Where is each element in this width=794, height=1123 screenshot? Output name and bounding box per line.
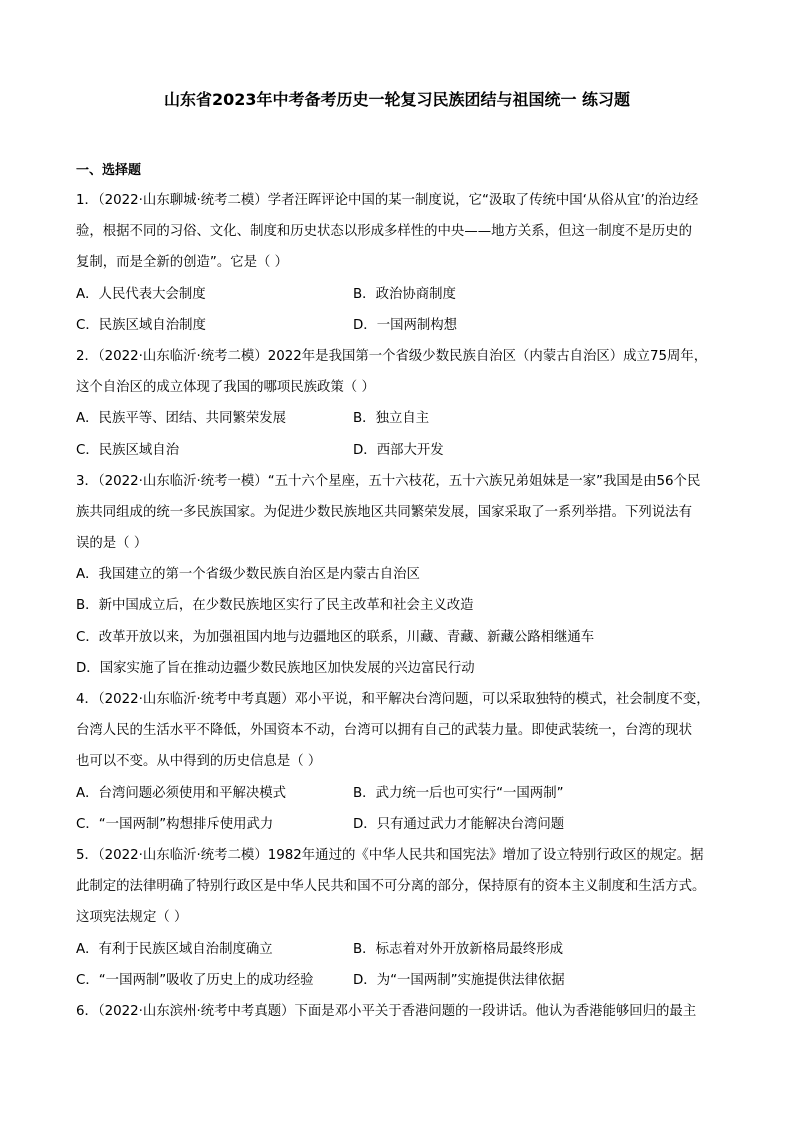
document-title: 山东省2023年中考备考历史一轮复习民族团结与祖国统一 练习题 (163, 90, 631, 109)
question-1 (76, 185, 718, 341)
question-text-line: 5．（2022·山东临沂·统考二模）1982年通过的《中华人民共和国宪法》增加了设立特别行政区的规定。据 (76, 847, 704, 863)
option-row (76, 403, 718, 434)
question-text-line: 2．（2022·山东临沂·统考二模）2022年是我国第一个省级少数民族自治区（内蒙古自治区）成立75周年， (76, 348, 708, 364)
option-d: D．西部大开发 (353, 442, 444, 458)
option-b: B．新中国成立后，在少数民族地区实行了民主改革和社会主义改造 (76, 598, 474, 614)
question-text-line: 这个自治区的成立体现了我国的哪项民族政策（ ） (76, 380, 375, 396)
option-a: A．有利于民族区域自治制度确立 (76, 941, 273, 957)
option-c: C．“一国两制”构想排斥使用武力 (76, 816, 274, 832)
option-d: D．国家实施了旨在推动边疆少数民族地区加快发展的兴边富民行动 (76, 660, 475, 676)
question-text-line: 3．（2022·山东临沂·统考一模）“五十六个星座，五十六枝花，五十六族兄弟姐妹是一家”我国是由56个民 (76, 473, 701, 489)
question-list (76, 185, 718, 1027)
question-text-line: 台湾人民的生活水平不降低，外国资本不动，台湾可以拥有自己的武装力量。即使武装统一，台湾的现状 (76, 723, 692, 739)
option-row (76, 435, 718, 466)
option-row (76, 965, 718, 996)
question-text-line: 4．（2022·山东临沂·统考中考真题）邓小平说，和平解决台湾问题，可以采取独特的模式，社会制度不变， (76, 692, 710, 707)
option-row (76, 310, 718, 341)
option-b: B．武力统一后也可实行“一国两制” (353, 785, 564, 801)
question-text-line: 6．（2022·山东滨州·统考中考真题）下面是邓小平关于香港问题的一段讲话。他认为香港能够回归的最主 (76, 1003, 697, 1019)
option-c: C．改革开放以来，为加强祖国内地与边疆地区的联系，川藏、青藏、新藏公路相继通车 (76, 629, 595, 645)
question-text-line: 族共同组成的统一多民族国家。为促进少数民族地区共同繁荣发展，国家采取了一系列举措。下列说法有 (76, 504, 692, 520)
section-heading: 一、选择题 (76, 163, 142, 178)
option-a: A．民族平等、团结、共同繁荣发展 (76, 411, 287, 427)
option-row (76, 934, 718, 965)
question-text-line: 1．（2022·山东聊城·统考二模）学者汪晖评论中国的某一制度说，它“汲取了传统中国‘从俗从宜’的治边经 (76, 193, 699, 208)
question-5 (76, 840, 718, 996)
option-d: D．只有通过武力才能解决台湾问题 (353, 816, 565, 832)
option-row (76, 778, 718, 809)
question-text-line: 这项宪法规定（ ） (76, 910, 188, 926)
option-d: D．为“一国两制”实施提供法律依据 (353, 972, 565, 988)
question-text-line: 验，根据不同的习俗、文化、制度和历史状态以形成多样性的中央——地方关系，但这一制度不是历史的 (76, 224, 692, 240)
option-row (76, 809, 718, 840)
question-6 (76, 996, 718, 1027)
option-b: B．标志着对外开放新格局最终形成 (353, 941, 564, 957)
question-text-line: 复制，而是全新的创造”。它是（ ） (76, 255, 289, 271)
option-a: A．台湾问题必须使用和平解决模式 (76, 785, 287, 801)
option-d: D．一国两制构想 (353, 317, 458, 333)
option-c: C．“一国两制”吸收了历史上的成功经验 (76, 972, 314, 988)
question-4 (76, 684, 718, 840)
question-3 (76, 466, 718, 684)
question-2 (76, 341, 718, 466)
option-c: C．民族区域自治制度 (76, 317, 206, 333)
option-a: A．人民代表大会制度 (76, 286, 206, 302)
question-text-line: 误的是（ ） (76, 536, 148, 552)
option-b: B．政治协商制度 (353, 286, 456, 302)
question-text-line: 此制定的法律明确了特别行政区是中华人民共和国不可分离的部分，保持原有的资本主义制度和生活方式。 (76, 879, 706, 895)
option-a: A．我国建立的第一个省级少数民族自治区是内蒙古自治区 (76, 567, 420, 583)
option-row (76, 279, 718, 310)
question-text-line: 也可以不变。从中得到的历史信息是（ ） (76, 754, 322, 770)
option-b: B．独立自主 (353, 411, 430, 427)
option-c: C．民族区域自治 (76, 442, 180, 458)
